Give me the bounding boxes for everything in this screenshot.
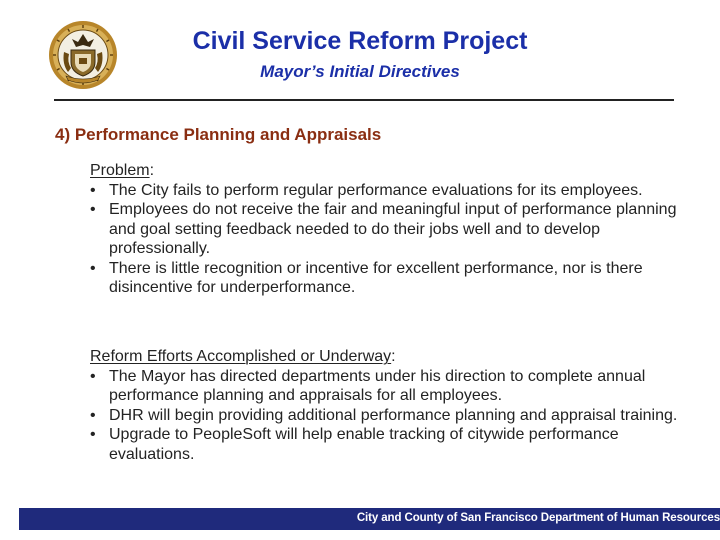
reform-label: Reform Efforts Accomplished or Underway: [90, 348, 392, 365]
bullet-icon: •: [90, 426, 96, 443]
problem-label-line: [90, 161, 690, 181]
title-divider: [54, 99, 674, 101]
list-item: [90, 200, 690, 259]
problem-label: Problem: [90, 162, 150, 179]
list-item: [90, 259, 690, 298]
reform-list: [90, 367, 690, 465]
footer-bar: [19, 508, 720, 530]
list-item-text: Upgrade to PeopleSoft will help enable tracking of citywide performance evaluations.: [109, 426, 619, 463]
reform-block: [90, 347, 690, 464]
bullet-icon: •: [90, 406, 96, 424]
list-item-text: DHR will begin providing additional performance planning and appraisal training.: [109, 406, 678, 424]
bullet-icon: •: [90, 259, 96, 277]
reform-label-line: [90, 347, 690, 367]
problem-label-colon: :: [149, 162, 155, 179]
list-item-text: The City fails to perform regular performance evaluations for its employees.: [109, 181, 643, 199]
footer-text: City and County of San Francisco Department of Human Resources: [356, 512, 720, 524]
bullet-icon: •: [90, 181, 96, 199]
bullet-icon: •: [90, 201, 96, 218]
list-item: [90, 406, 690, 426]
section-heading: 4) Performance Planning and Appraisals: [55, 125, 382, 144]
problem-block: [90, 161, 690, 298]
list-item: [90, 181, 690, 201]
list-item: [90, 425, 690, 464]
page-title: Civil Service Reform Project: [192, 27, 528, 55]
page-subtitle: Mayor’s Initial Directives: [260, 62, 460, 81]
list-item-text: There is little recognition or incentive for excellent performance, nor is there disincentive for underperformance.: [109, 259, 643, 296]
reform-label-colon: :: [391, 348, 396, 365]
list-item-text: The Mayor has directed departments under his direction to complete annual performance planning and appraisals for all employees.: [109, 367, 646, 404]
list-item-text: Employees do not receive the fair and meaningful input of performance planning and goal setting feedback needed to do their jobs well and to develop professionally.: [109, 201, 677, 257]
bullet-icon: •: [90, 367, 96, 385]
problem-list: [90, 181, 690, 298]
list-item: [90, 367, 690, 406]
